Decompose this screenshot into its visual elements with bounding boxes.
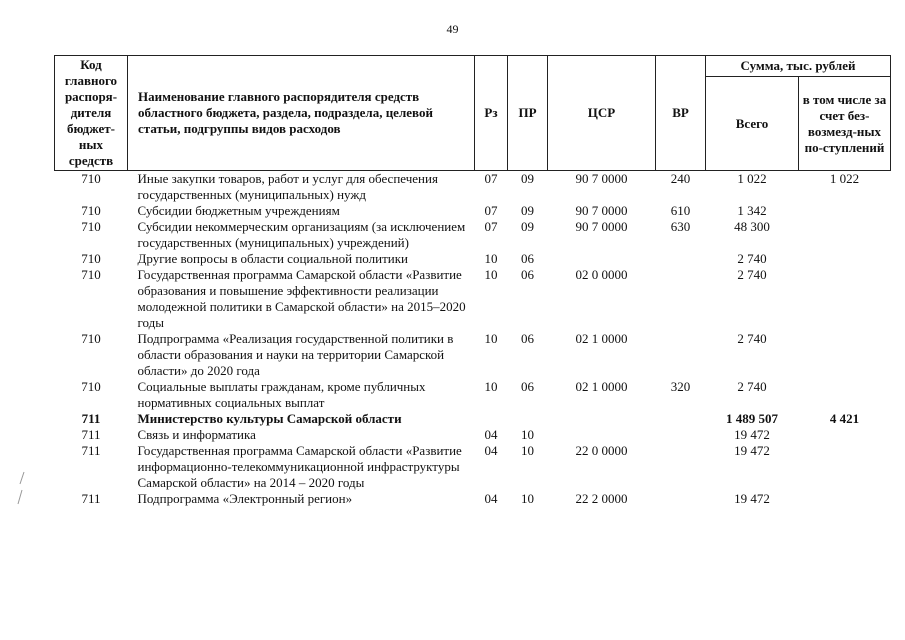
cell-vr [656, 267, 706, 331]
cell-vr: 240 [670, 171, 691, 186]
cell-rz [475, 411, 508, 427]
cell-free: 1 022 [829, 171, 860, 186]
cell-rz: 10 [484, 331, 498, 346]
cell-vr [656, 251, 706, 267]
cell-total: 2 740 [737, 379, 767, 394]
cell-pr: 09 [521, 171, 534, 186]
cell-code: 710 [81, 331, 101, 346]
table-row [55, 379, 891, 411]
header-csr: ЦСР [548, 56, 656, 171]
cell-name: Министерство культуры Самарской области [137, 411, 402, 426]
cell-vr [656, 491, 706, 507]
header-amount: Сумма, тыс. рублей [706, 56, 891, 77]
header-pr: ПР [508, 56, 548, 171]
cell-rz: 07 [484, 219, 498, 234]
cell-total: 2 740 [737, 331, 767, 346]
cell-pr: 06 [521, 331, 534, 346]
cell-csr: 90 7 0000 [575, 219, 628, 234]
cell-code: 710 [81, 267, 101, 282]
cell-rz: 04 [484, 491, 498, 506]
cell-total: 1 489 507 [726, 411, 778, 426]
cell-total: 19 472 [734, 427, 770, 442]
cell-total: 1 022 [737, 171, 767, 186]
cell-csr [548, 411, 656, 427]
table-row [55, 171, 891, 204]
margin-mark [14, 470, 28, 510]
cell-name: Государственная программа Самарской области «Развитие образования и повышение эффективности реализации молодежной политики в Самарской области» на 2015–2020 годы [137, 267, 466, 330]
cell-name: Иные закупки товаров, работ и услуг для обеспечения государственных (муниципальных) нужд [137, 171, 438, 202]
cell-name: Подпрограмма «Реализация государственной политики в области образования и науки на территории Самарской области» до 2020 года [137, 331, 454, 378]
cell-pr: 10 [521, 427, 534, 442]
cell-free [799, 267, 891, 331]
cell-free [799, 251, 891, 267]
cell-free [799, 203, 891, 219]
table-row [55, 203, 891, 219]
cell-vr [656, 411, 706, 427]
cell-total: 19 472 [734, 491, 770, 506]
cell-csr: 02 0 0000 [575, 267, 628, 282]
cell-vr [656, 443, 706, 491]
table-row [55, 267, 891, 331]
cell-csr [548, 427, 656, 443]
cell-free [799, 491, 891, 507]
cell-code: 710 [81, 203, 101, 218]
cell-vr [656, 427, 706, 443]
table-row [55, 219, 891, 251]
cell-code: 710 [81, 251, 101, 266]
cell-code: 710 [81, 171, 101, 186]
cell-rz: 07 [484, 203, 498, 218]
header-vr: ВР [656, 56, 706, 171]
cell-code: 711 [81, 411, 101, 426]
table-row [55, 251, 891, 267]
header-code: Код главного распоря-дителя бюджет-ных средств [55, 56, 128, 171]
table-row [55, 443, 891, 491]
cell-csr: 90 7 0000 [575, 171, 628, 186]
header-rz: Рз [475, 56, 508, 171]
cell-csr: 22 2 0000 [575, 491, 628, 506]
header-name: Наименование главного распорядителя средств областного бюджета, раздела, подраздела, целевой статьи, подгруппы видов расходов [128, 56, 475, 171]
cell-pr: 06 [521, 267, 534, 282]
cell-pr [508, 411, 548, 427]
cell-free [799, 427, 891, 443]
cell-name: Подпрограмма «Электронный регион» [137, 491, 353, 506]
cell-name: Другие вопросы в области социальной политики [137, 251, 408, 266]
cell-pr: 06 [521, 251, 534, 266]
budget-table [54, 55, 891, 507]
cell-total: 2 740 [737, 251, 767, 266]
cell-code: 710 [81, 219, 101, 234]
cell-rz: 10 [484, 267, 498, 282]
cell-free [799, 331, 891, 379]
cell-csr [548, 251, 656, 267]
cell-total: 1 342 [737, 203, 767, 218]
cell-total: 2 740 [737, 267, 767, 282]
cell-pr: 09 [521, 203, 534, 218]
header-free: в том числе за счет без-возмезд-ных по-ступлений [799, 77, 891, 171]
cell-pr: 10 [521, 491, 534, 506]
cell-free [799, 443, 891, 491]
cell-total: 48 300 [734, 219, 770, 234]
cell-vr: 630 [670, 219, 691, 234]
cell-name: Субсидии некоммерческим организациям (за исключением государственных (муниципальных) учреждений) [137, 219, 466, 250]
cell-rz: 04 [484, 443, 498, 458]
table-row [55, 331, 891, 379]
budget-table-sheet [54, 55, 890, 507]
cell-total: 19 472 [734, 443, 770, 458]
page-number: 49 [446, 22, 459, 36]
cell-csr: 22 0 0000 [575, 443, 628, 458]
cell-name: Государственная программа Самарской области «Развитие информационно-телекоммуникационной инфраструктуры Самарской области» на 2014 – 2020 годы [137, 443, 462, 490]
cell-pr: 10 [521, 443, 534, 458]
cell-free: 4 421 [829, 411, 860, 426]
table-row [55, 411, 891, 427]
cell-free [799, 379, 891, 411]
cell-name: Связь и информатика [137, 427, 256, 442]
table-row [55, 427, 891, 443]
table-row [55, 491, 891, 507]
cell-vr [656, 331, 706, 379]
cell-rz: 07 [484, 171, 498, 186]
cell-code: 710 [81, 379, 101, 394]
cell-code: 711 [81, 443, 101, 458]
cell-pr: 09 [521, 219, 534, 234]
cell-code: 711 [81, 491, 101, 506]
header-total: Всего [706, 77, 799, 171]
cell-pr: 06 [521, 379, 534, 394]
cell-free [799, 219, 891, 251]
cell-rz: 04 [484, 427, 498, 442]
cell-name: Субсидии бюджетным учреждениям [137, 203, 340, 218]
cell-vr: 610 [670, 203, 691, 218]
cell-csr: 90 7 0000 [575, 203, 628, 218]
cell-csr: 02 1 0000 [575, 379, 628, 394]
cell-csr: 02 1 0000 [575, 331, 628, 346]
cell-vr: 320 [670, 379, 691, 394]
cell-rz: 10 [484, 251, 498, 266]
cell-rz: 10 [484, 379, 498, 394]
cell-code: 711 [81, 427, 101, 442]
cell-name: Социальные выплаты гражданам, кроме публичных нормативных социальных выплат [137, 379, 426, 410]
